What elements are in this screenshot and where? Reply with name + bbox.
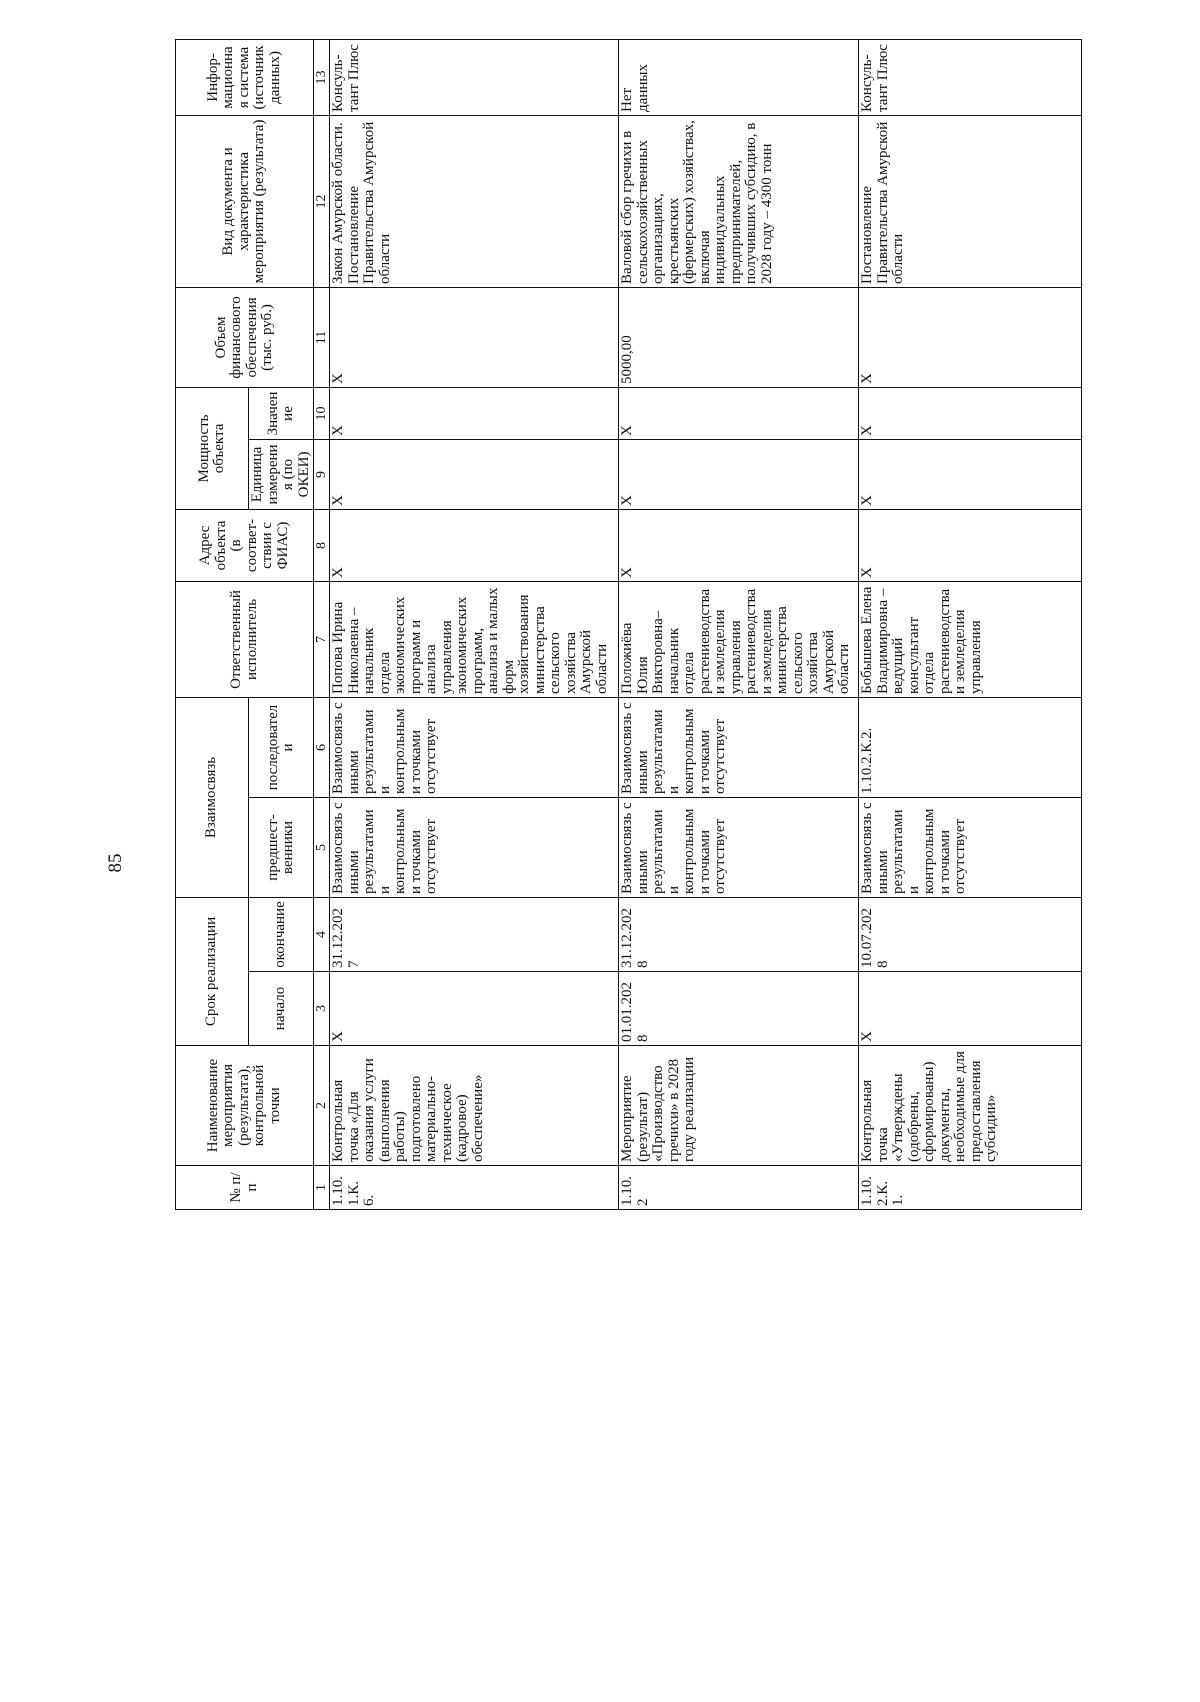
header-doc: Вид документа и характеристика мероприятия (результата)	[176, 115, 314, 287]
cell-start: 01.01.2028	[619, 972, 859, 1046]
cell-addr: X	[859, 509, 1082, 581]
cell-end: 31.12.2027	[330, 897, 619, 971]
col-number: 13	[314, 39, 330, 115]
table-row	[619, 39, 859, 1209]
header-post: последователи	[249, 697, 314, 797]
table-row	[859, 39, 1082, 1209]
col-number: 4	[314, 897, 330, 971]
header-name: Наименование мероприятия (результата), контрольной точки	[176, 1046, 314, 1166]
header-end: окончание	[249, 897, 314, 971]
header-srok: Срок реализации	[176, 897, 249, 1045]
header-value: Значение	[249, 387, 314, 439]
cell-end: 31.12.2028	[619, 897, 859, 971]
header-pred: предшест-венники	[249, 797, 314, 897]
plan-table	[175, 39, 1082, 1210]
header-fin: Объем финансового обеспечения (тыс. руб.)	[176, 287, 314, 387]
cell-name: Контрольная точка «Утверждены (одобрены, сформированы) документы, необходимые для предоставления субсидии»	[859, 1046, 1082, 1166]
col-number: 7	[314, 581, 330, 697]
cell-post: Взаимосвязь с иными результатами и контрольными точками отсутствует	[330, 697, 619, 797]
cell-unit: X	[330, 439, 619, 509]
header-num: № п/п	[176, 1166, 314, 1210]
cell-info: Нет данных	[619, 39, 859, 115]
cell-unit: X	[859, 439, 1082, 509]
cell-fin: X	[859, 287, 1082, 387]
col-number: 11	[314, 287, 330, 387]
cell-num: 1.10.1.К. 6.	[330, 1166, 619, 1210]
cell-name: Контрольная точка «Для оказания услуги (выполнения работы) подготовлено материально-техническое (кадровое) обеспечение»	[330, 1046, 619, 1166]
header-unit: Единица измерения (по ОКЕИ)	[249, 439, 314, 509]
cell-unit: X	[619, 439, 859, 509]
column-number-row	[314, 39, 330, 1209]
header-resp: Ответственный исполнитель	[176, 581, 314, 697]
col-number: 2	[314, 1046, 330, 1166]
cell-value: X	[330, 387, 619, 439]
rotated-table-container	[175, 40, 1060, 1210]
page-number: 85	[105, 853, 126, 873]
col-number: 12	[314, 115, 330, 287]
cell-pred: Взаимосвязь с иными результатами и контрольными точками отсутствует	[859, 797, 1082, 897]
col-number: 5	[314, 797, 330, 897]
col-number: 9	[314, 439, 330, 509]
cell-doc: Закон Амурской области. Постановление Правительства Амурской области	[330, 115, 619, 287]
header-info: Инфор-мационная система (источник данных)	[176, 39, 314, 115]
cell-start: X	[859, 972, 1082, 1046]
col-number: 6	[314, 697, 330, 797]
col-number: 8	[314, 509, 330, 581]
cell-info: Консуль-тант Плюс	[330, 39, 619, 115]
col-number: 3	[314, 972, 330, 1046]
cell-value: X	[619, 387, 859, 439]
cell-fin: X	[330, 287, 619, 387]
col-number: 1	[314, 1166, 330, 1210]
cell-num: 1.10.2.К. 1.	[859, 1166, 1082, 1210]
header-moshch: Мощность объекта	[176, 387, 249, 509]
cell-value: X	[859, 387, 1082, 439]
col-number: 10	[314, 387, 330, 439]
header-start: начало	[249, 972, 314, 1046]
cell-resp: Попова Ирина Николаевна – начальник отдела экономических программ и анализа управления экономических программ, анализа и малых форм хозяйствования министерства сельского хозяйства Амурской области	[330, 581, 619, 697]
cell-start: X	[330, 972, 619, 1046]
cell-fin: 5000,00	[619, 287, 859, 387]
cell-post: 1.10.2.К.2.	[859, 697, 1082, 797]
cell-name: Мероприятие (результат) «Производство гречихи» в 2028 году реализации	[619, 1046, 859, 1166]
cell-resp: Положиёва Юлия Викторовна– начальник отдела растениеводства и земледелия управления растениеводства и земледелия министерства сельского хозяйства Амурской области	[619, 581, 859, 697]
table-row	[330, 39, 619, 1209]
cell-resp: Бобышева Елена Владимировна – ведущий консультант отдела растениеводства и земледелия управления	[859, 581, 1082, 697]
cell-addr: X	[330, 509, 619, 581]
cell-doc: Постановление Правительства Амурской области	[859, 115, 1082, 287]
cell-addr: X	[619, 509, 859, 581]
cell-doc: Валовой сбор гречихи в сельскохозяйственных организациях, крестьянских (фермерских) хозяйствах, включая индивидуальных предпринимателей, получивших субсидию, в 2028 году – 4300 тонн	[619, 115, 859, 287]
cell-post: Взаимосвязь с иными результатами и контрольными точками отсутствует	[619, 697, 859, 797]
cell-num: 1.10.2	[619, 1166, 859, 1210]
header-vzaim: Взаимосвязь	[176, 697, 249, 897]
cell-pred: Взаимосвязь с иными результатами и контрольными точками отсутствует	[619, 797, 859, 897]
header-addr: Адрес объекта (в соответ-ствии с ФИАС)	[176, 509, 314, 581]
cell-end: 10.07.2028	[859, 897, 1082, 971]
cell-info: Консуль-тант Плюс	[859, 39, 1082, 115]
cell-pred: Взаимосвязь с иными результатами и контрольными точками отсутствует	[330, 797, 619, 897]
